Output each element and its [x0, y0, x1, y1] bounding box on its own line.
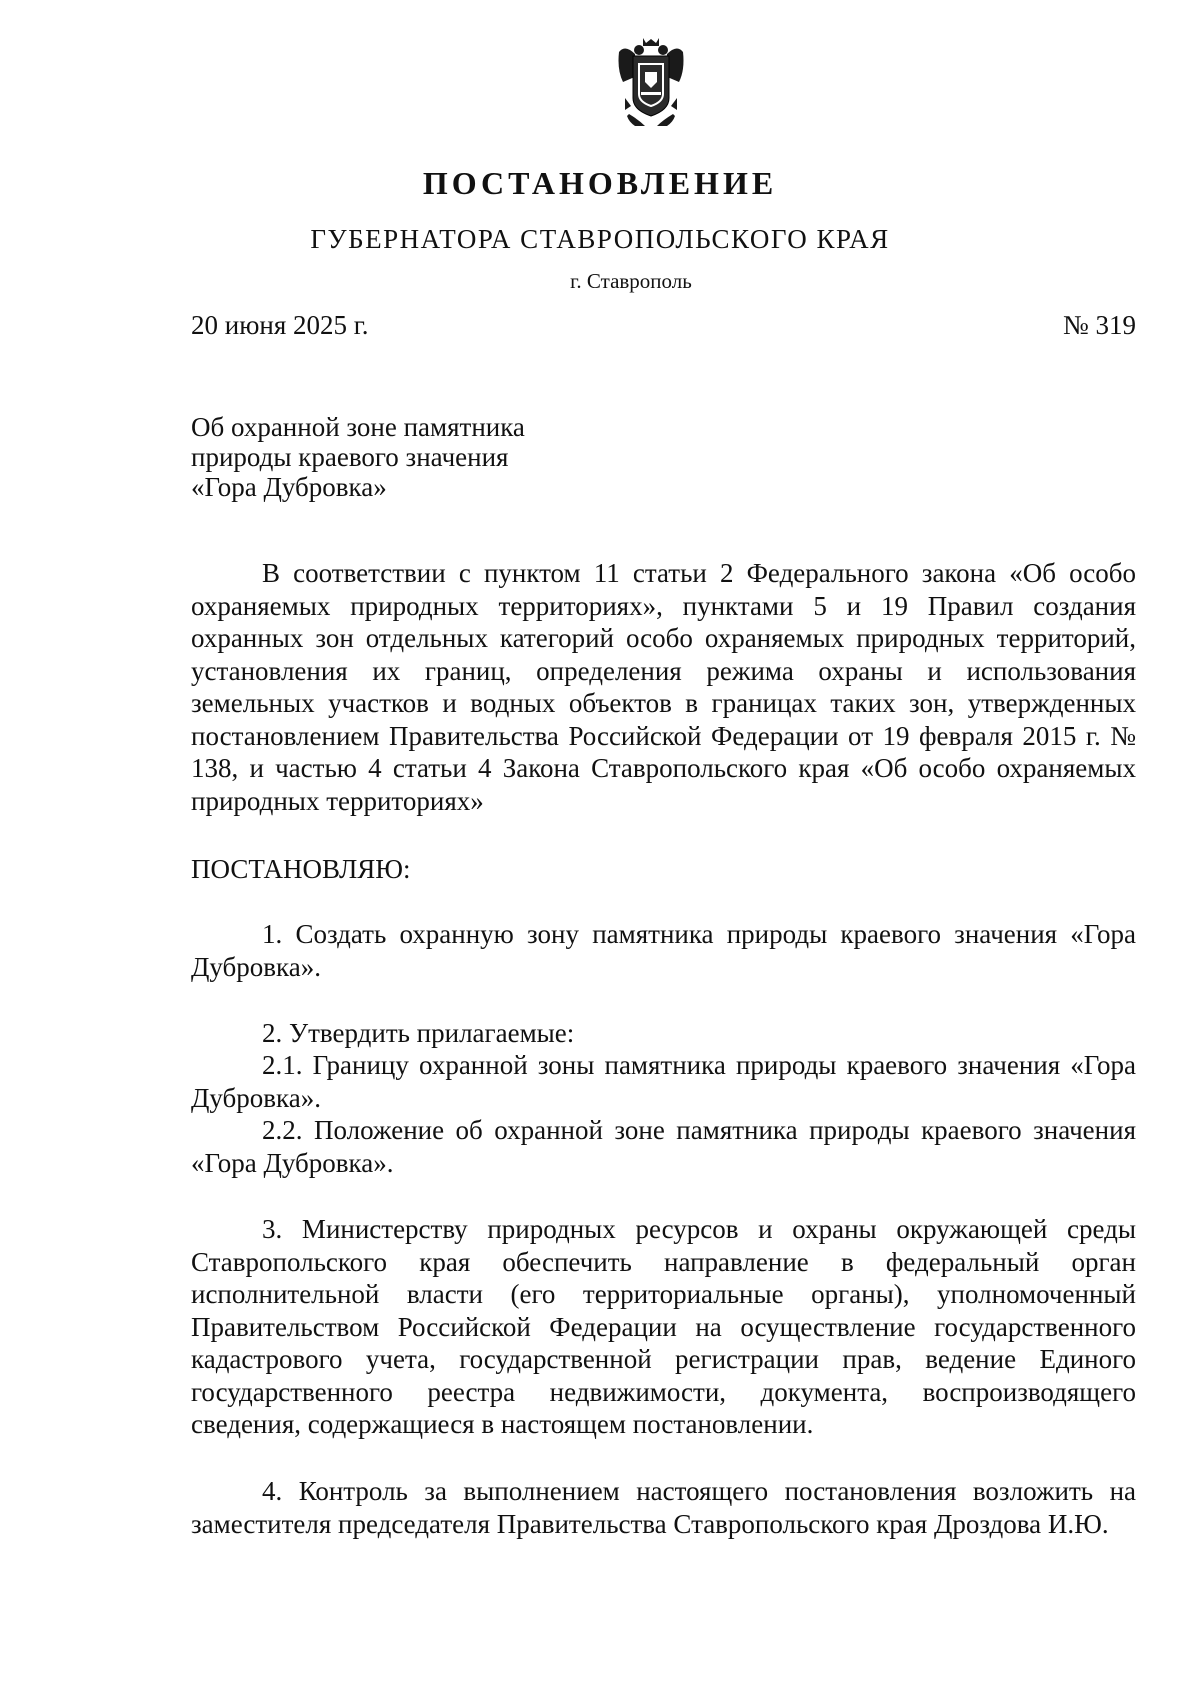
- document-type-title: ПОСТАНОВЛЕНИЕ: [422, 165, 778, 201]
- document-number: № 319: [1062, 310, 1136, 340]
- city-label: г. Ставрополь: [570, 269, 692, 293]
- decree-item-4: 4. Контроль за выполнением настоящего постановления возложить на заместителя председателя Правительства Ставропольского края Дроздова И.Ю.: [191, 1476, 1136, 1539]
- subject-line: природы краевого значения: [191, 442, 509, 472]
- decree-heading: ПОСТАНОВЛЯЮ:: [191, 854, 411, 884]
- decree-item-2: 2. Утвердить прилагаемые:: [262, 1018, 575, 1048]
- decree-item-2-2: 2.2. Положение об охранной зоне памятника природы краевого значения «Гора Дубровка».: [191, 1115, 1136, 1178]
- decree-item-1: 1. Создать охранную зону памятника природы краевого значения «Гора Дубровка».: [191, 919, 1136, 982]
- coat-of-arms-icon: [615, 36, 687, 128]
- subject-line: Об охранной зоне памятника: [191, 412, 525, 442]
- document-date: 20 июня 2025 г.: [191, 310, 369, 340]
- decree-item-3: 3. Министерству природных ресурсов и охраны окружающей среды Ставропольского края обеспечить направление в федеральный орган исполнительной власти (его территориальные органы), уполномоченный Правительством Российской Федерации на осуществление государственного кадастрового учета, государственной регистрации прав, ведение Единого государственного реестра недвижимости, документа, воспроизводящего сведения, содержащиеся в настоящем постановлении.: [191, 1214, 1136, 1439]
- decree-item-2-1: 2.1. Границу охранной зоны памятника природы краевого значения «Гора Дубровка».: [191, 1050, 1136, 1113]
- subject-line: «Гора Дубровка»: [191, 472, 387, 502]
- issuing-authority: ГУБЕРНАТОРА СТАВРОПОЛЬСКОГО КРАЯ: [310, 224, 890, 254]
- preamble-paragraph: В соответствии с пунктом 11 статьи 2 Федерального закона «Об особо охраняемых природных территориях», пунктами 5 и 19 Правил создания охранных зон отдельных категорий особо охраняемых природных территорий, установления их границ, определения режима охраны и использования земельных участков и водных объектов в границах таких зон, утвержденных постановлением Правительства Российской Федерации от 19 февраля 2015 г. № 138, и частью 4 статьи 4 Закона Ставропольского края «Об особо охраняемых природных территориях»: [191, 558, 1136, 816]
- document-subject: [191, 412, 711, 502]
